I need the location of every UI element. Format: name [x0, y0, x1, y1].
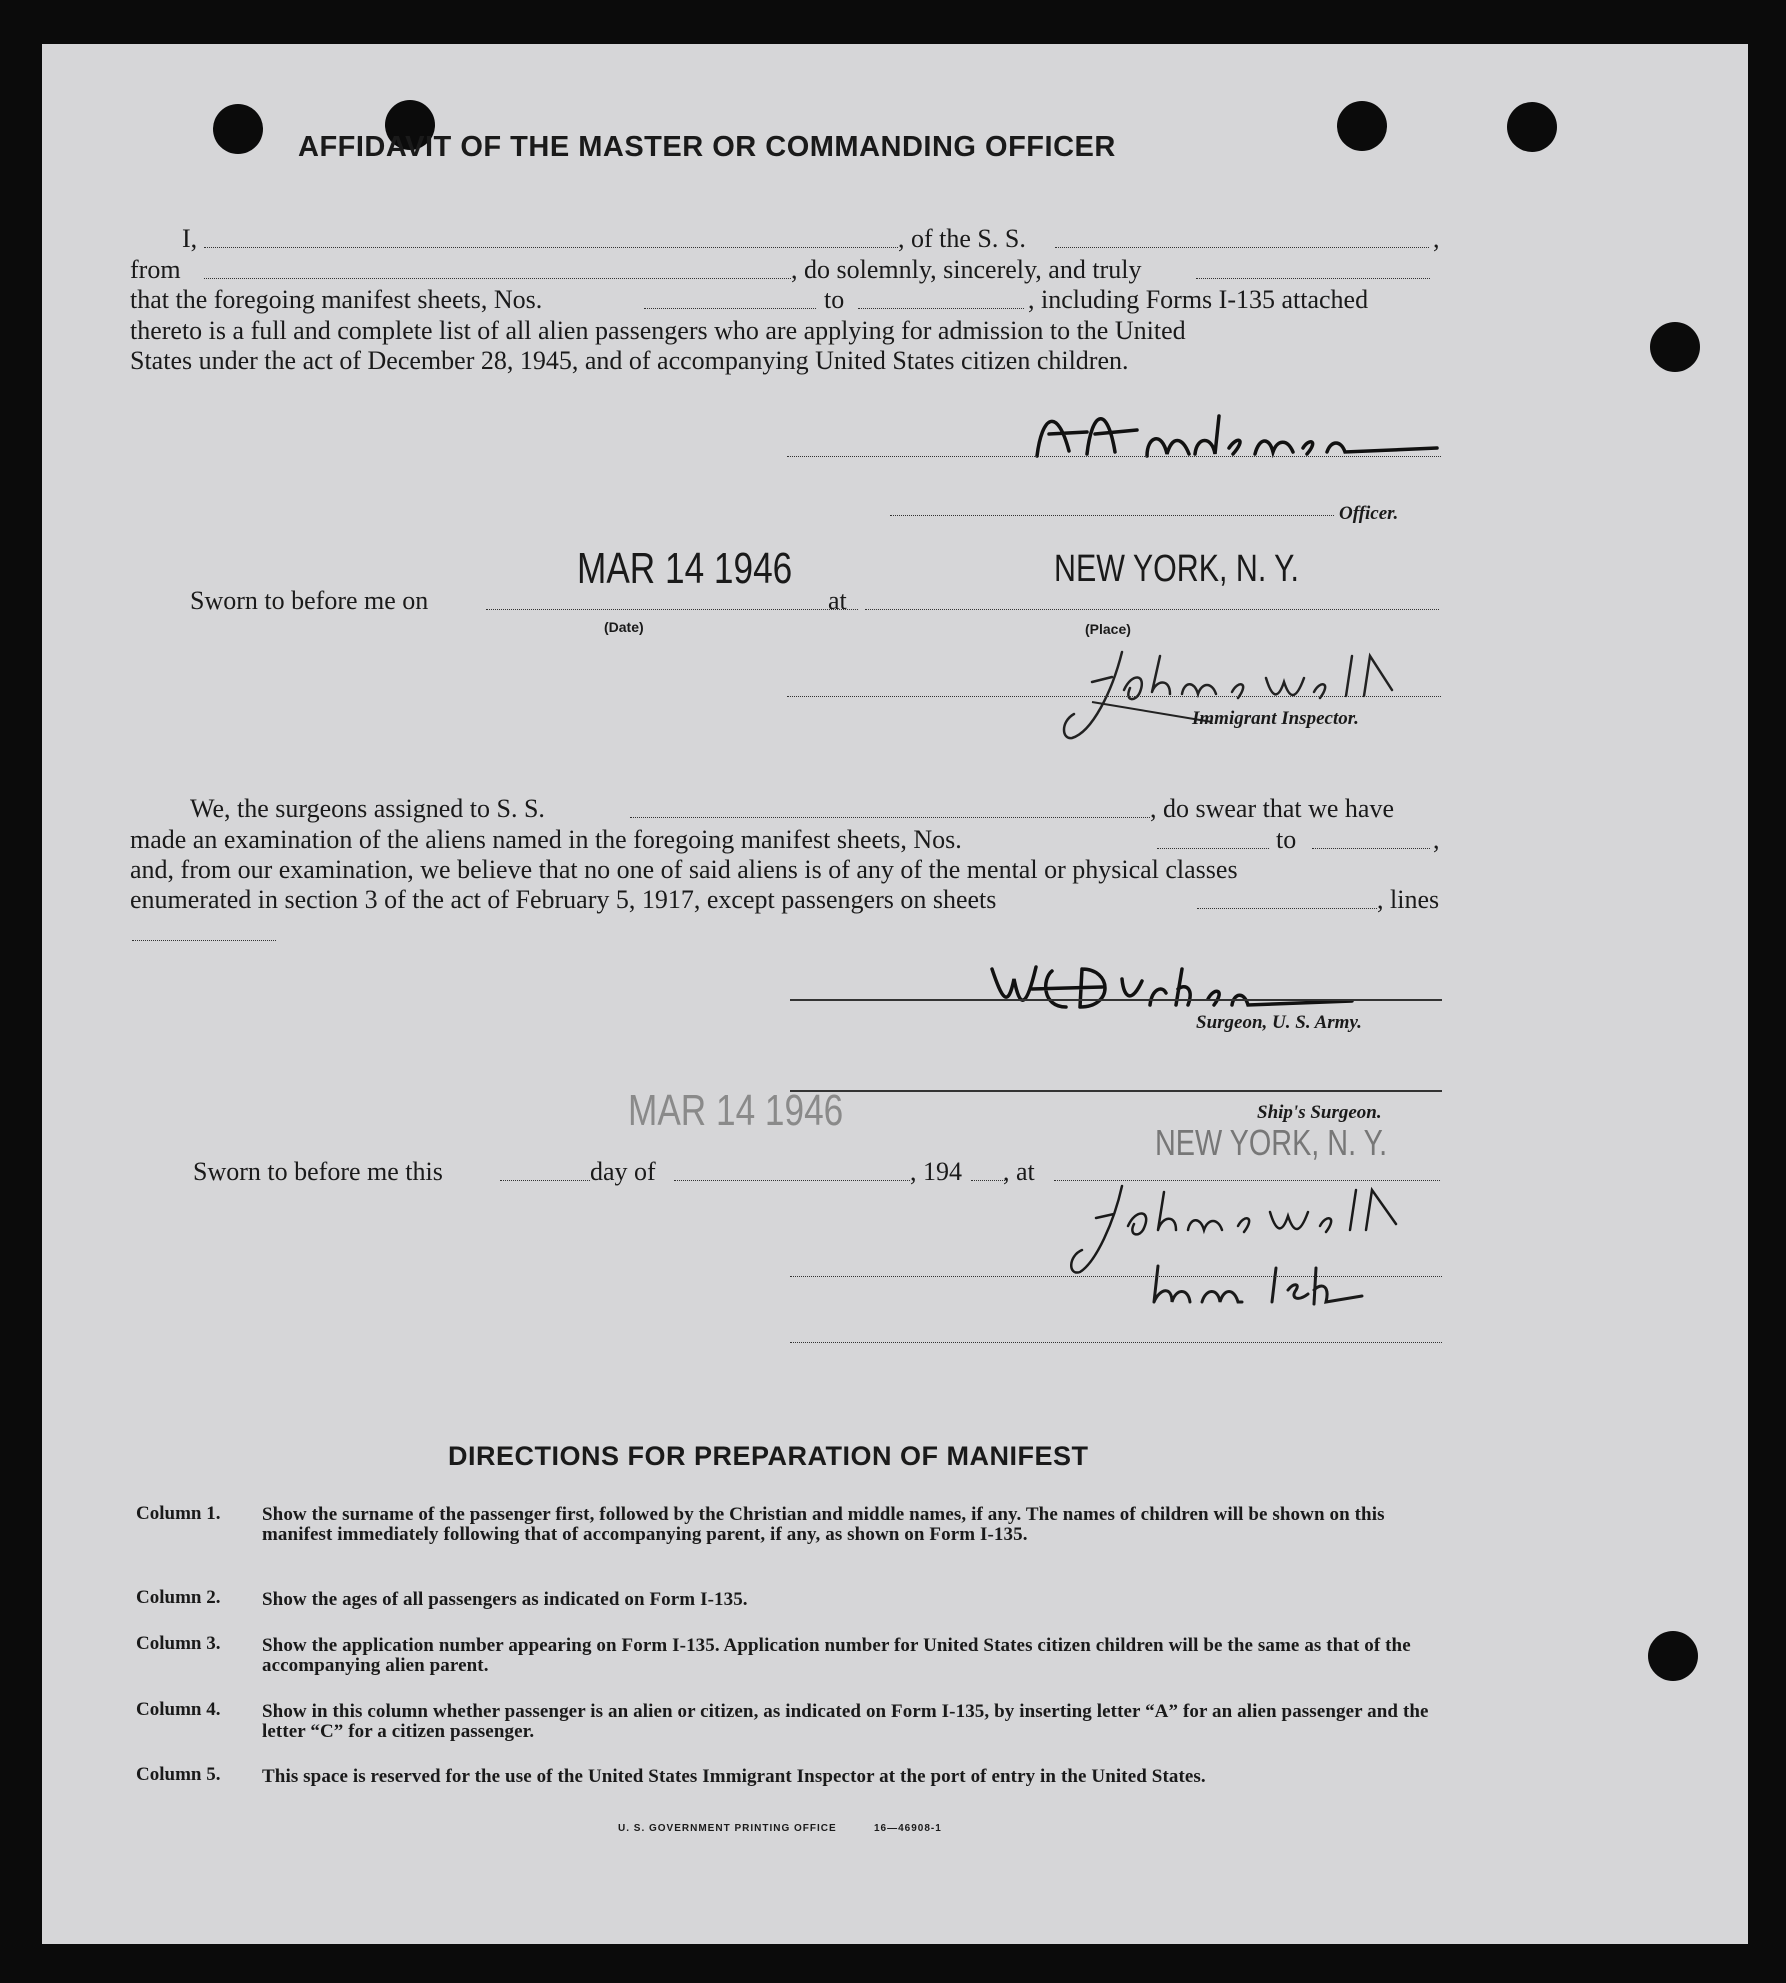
inspector-signature: [1052, 642, 1472, 752]
column-text: Show in this column whether passenger is an alien or citizen, as indicated on Form I-135, by inserting letter “A” for an alien passenger and the letter “C” for a citizen passenger.: [262, 1701, 1429, 1742]
sheet-to-line: [858, 308, 1024, 309]
second-inspector-title-line: [790, 1342, 1442, 1343]
sworn2-year: , 194: [910, 1157, 962, 1186]
officer-signature-line: [787, 456, 1441, 457]
place-caption: (Place): [1085, 621, 1131, 637]
surgeons-line1a: We, the surgeons assigned to S. S.: [190, 794, 545, 823]
surgeons-line1b: , do swear that we have: [1150, 794, 1395, 823]
second-place-stamp: NEW YORK, N. Y.: [1155, 1122, 1388, 1163]
surgeons-to-label: to: [1276, 825, 1297, 854]
sheet-from-line: [644, 308, 816, 309]
column-text: Show the surname of the passenger first, followed by the Christian and middle names, if any. The names of children will be shown on this manifest immediately following that of accompanying parent, if any, as shown on Form I-135.: [262, 1504, 1385, 1545]
including-text: , including Forms I-135 attached: [1028, 285, 1369, 314]
sworn2-month-line: [674, 1180, 910, 1181]
sworn-label: Sworn to before me on: [190, 586, 429, 615]
sworn2-day-line: [500, 1180, 590, 1181]
surgeons-line4a: enumerated in section 3 of the act of February 5, 1917, except passengers on sheets: [130, 885, 997, 914]
sworn2-year-line: [971, 1180, 1005, 1181]
ship-surgeon-line: [790, 1090, 1442, 1092]
inspector-signature-line: [787, 696, 1441, 697]
column-text: Show the ages of all passengers as indicated on Form I-135.: [262, 1589, 748, 1610]
sworn-date-line: [486, 609, 858, 610]
date-caption: (Date): [604, 619, 644, 635]
solemnly-text: , do solemnly, sincerely, and truly: [791, 255, 1142, 284]
column-label: Column 1.: [136, 1503, 221, 1524]
sworn-at-label: at: [828, 586, 847, 615]
except-sheets-line: [1197, 908, 1377, 909]
surgeons-line3: and, from our examination, we believe that no one of said aliens is of any of the mental or physical classes: [130, 855, 1238, 884]
surgeon-sheet-to-line: [1312, 848, 1430, 849]
surgeon-ship-line: [630, 817, 1150, 818]
surgeons-line2a: made an examination of the aliens named in the foregoing manifest sheets, Nos.: [130, 825, 962, 854]
column-label: Column 4.: [136, 1699, 221, 1720]
to-label: to: [824, 285, 845, 314]
column-label: Column 3.: [136, 1633, 221, 1654]
punch-hole: [213, 104, 263, 154]
column-text: Show the application number appearing on Form I-135. Application number for United States citizen children will be the same as that of the accompanying alien parent.: [262, 1635, 1411, 1676]
affidavit-line-5: States under the act of December 28, 1945, and of accompanying United States citizen children.: [130, 346, 1129, 375]
sworn2-label: Sworn to before me this: [193, 1157, 443, 1186]
column-text: This space is reserved for the use of the United States Immigrant Inspector at the port of entry in the United States.: [262, 1766, 1206, 1787]
army-surgeon-label: Surgeon, U. S. Army.: [1196, 1012, 1362, 1033]
punch-hole: [1650, 322, 1700, 372]
sworn2-day-of: day of: [590, 1157, 656, 1186]
master-name-line: [204, 247, 898, 248]
printer-credit: U. S. GOVERNMENT PRINTING OFFICE: [618, 1823, 837, 1834]
punch-hole: [1507, 102, 1557, 152]
officer-label: Officer.: [1339, 503, 1399, 524]
column-label: Column 5.: [136, 1764, 221, 1785]
comma: ,: [1433, 224, 1440, 253]
column-label: Column 2.: [136, 1587, 221, 1608]
second-date-stamp: MAR 14 1946: [628, 1086, 844, 1135]
second-inspector-signature: [1062, 1172, 1462, 1352]
form-number: 16—46908-1: [874, 1823, 942, 1834]
surgeons-comma: ,: [1433, 825, 1440, 854]
officer-name-line: [890, 515, 1334, 516]
punch-hole: [1648, 1631, 1698, 1681]
document-page: [42, 44, 1748, 1944]
sworn2-at: , at: [1003, 1157, 1035, 1186]
directions-heading: DIRECTIONS FOR PREPARATION OF MANIFEST: [448, 1441, 1089, 1471]
sworn-place-stamp: NEW YORK, N. Y.: [1054, 548, 1299, 590]
sworn-date-stamp: MAR 14 1946: [577, 544, 793, 593]
army-surgeon-line: [790, 999, 1442, 1001]
ship-name-line: [1055, 247, 1429, 248]
of-ss-label: , of the S. S.: [898, 224, 1026, 253]
sworn-place-line: [865, 609, 1439, 610]
inspector-label: Immigrant Inspector.: [1192, 708, 1359, 729]
port-line: [204, 278, 791, 279]
from-label: from: [130, 255, 181, 284]
foregoing-text: that the foregoing manifest sheets, Nos.: [130, 285, 543, 314]
lines-line: [132, 940, 276, 941]
affidavit-line-4: thereto is a full and complete list of all alien passengers who are applying for admission to the United: [130, 316, 1186, 345]
affidavit-title: AFFIDAVIT OF THE MASTER OR COMMANDING OFFICER: [298, 131, 1116, 163]
second-inspector-line: [790, 1276, 1442, 1277]
surgeons-line4b: , lines: [1377, 885, 1440, 914]
surgeon-sheet-from-line: [1157, 848, 1269, 849]
declare-line: [1196, 278, 1430, 279]
i-label: I,: [182, 224, 198, 253]
ship-surgeon-label: Ship's Surgeon.: [1257, 1102, 1382, 1123]
punch-hole: [1337, 101, 1387, 151]
